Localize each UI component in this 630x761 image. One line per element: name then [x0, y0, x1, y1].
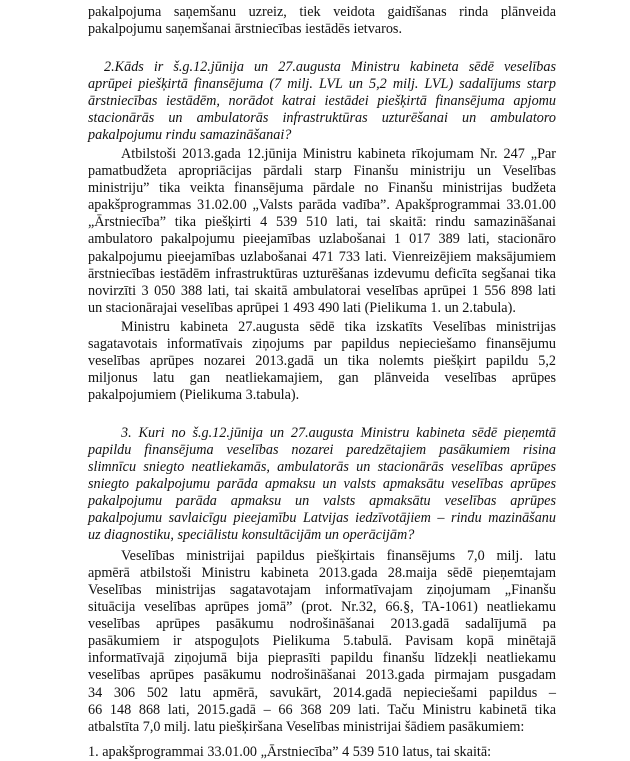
question-3-line-6: pakalpojumu savlaicīgu pieejamību Latvijas iedzīvotājiem – rindu mazināšanu — [88, 510, 556, 527]
answer-2a-line-7: pakalpojumu pieejamības uzlabošanai 471 733 lati. Vienreizējiem maksājumiem — [88, 248, 556, 265]
answer-2a-line-8: ārstniecības iestādēm infrastruktūras uzturēšanas izdevumu deficīta segšanai tika — [88, 265, 556, 282]
question-3-line-2: papildu finansējuma veselības nozarei paredzētajiem pasākumiem risina — [88, 441, 556, 458]
top-line-2: pakalpojumu saņemšanai ārstniecības iestādēs ietvaros. — [88, 21, 402, 38]
answer-3-line-1: Veselības ministrijai papildus piešķirtais finansējums 7,0 milj. latu — [121, 547, 556, 564]
answer-2a-line-5: „Ārstniecība” tika piešķirti 4 539 510 lati, tai skaitā: rindu samazināšanai — [88, 214, 556, 231]
question-3-line-7: uz diagnostiku, speciālistu konsultācijām un operācijām? — [88, 527, 415, 544]
answer-3-line-7: informatīvajā ziņojumā bija pieprasīti papildu finanšu līdzekļi neatliekamu — [88, 650, 556, 667]
answer-2b-line-1: Ministru kabineta 27.augusta sēdē tika izskatīts Veselības ministrijas — [121, 318, 556, 335]
answer-3-line-4: situācija veselības aprūpes jomā” (prot. Nr.32, 66.§, TA-1061) neatliekamu — [88, 599, 556, 616]
answer-2a-line-9: novirzīti 3 050 388 lati, tai skaitā ambulatorai veselības aprūpei 1 556 898 lati — [88, 282, 556, 299]
answer-2a-line-2: pamatbudžeta apropriācijas pārdali starp Finanšu ministriju un Veselības — [88, 163, 556, 180]
answer-3-line-8: veselības aprūpes pasākumu nodrošināšanai 2013.gada pirmajam pusgadam — [88, 667, 556, 684]
answer-2a-line-4: apakšprogrammas 31.02.00 „Valsts parāda vadība”. Apakšprogrammai 33.01.00 — [88, 197, 556, 214]
question-3-line-4: sniegto pakalpojumu parāda apmaksu un valsts apmaksātu veselības aprūpes — [88, 475, 556, 492]
answer-2a-line-3: ministriju” tika veikta finansējuma pārdale no Finanšu ministrijas budžeta — [88, 180, 556, 197]
answer-3-line-5: veselības aprūpes pasākumu nodrošināšanai 2013.gadā sadalījumā pa — [88, 616, 556, 633]
top-line-1: pakalpojuma saņemšanu uzreiz, tiek veidota gaidīšanas rinda plānveida — [88, 4, 556, 20]
question-2-line-3: ārstniecības iestādēm, norādot katrai iestādei piešķirtā finansējuma apjomu — [88, 92, 556, 109]
answer-3-line-9: 34 306 502 latu apmērā, savukārt, 2014.gadā nepieciešami papildus – — [88, 684, 556, 701]
answer-2b-line-2: sagatavotais informatīvais ziņojums par papildus nepieciešamo finansējumu — [88, 335, 556, 352]
answer-2b-line-5: pakalpojumiem (Pielikuma 3.tabula). — [88, 387, 300, 404]
answer-3-line-3: Veselības ministrijas sagatavotajam informatīvajam ziņojumam „Finanšu — [88, 581, 556, 598]
list-item-1: 1. apakšprogrammai 33.01.00 „Ārstniecība” 4 539 510 latus, tai skaitā: — [88, 744, 492, 761]
answer-2a-line-10: un stacionārajai veselības aprūpei 1 493 490 lati (Pielikuma 1. un 2.tabula). — [88, 299, 516, 316]
question-3-line-5: pakalpojumu parāda apmaksu un valsts apmaksātu veselības aprūpes — [88, 493, 556, 510]
question-3-line-3: slimnīcu sniegto neatliekamās, ambulatorās un stacionārās veselības aprūpes — [88, 458, 556, 475]
answer-3-line-2: apmērā atbilstoši Ministru kabineta 2013.gada 28.maija sēdē pieņemtajam — [88, 564, 556, 581]
question-2-line-5: pakalpojumu rindu samazināšanai? — [88, 127, 292, 144]
answer-3-line-6: pasākumiem ir atspoguļots Pielikuma 5.tabulā. Pavisam kopā minētajā — [88, 633, 556, 650]
answer-2a-line-1: Atbilstoši 2013.gada 12.jūnija Ministru kabineta rīkojumam Nr. 247 „Par — [121, 145, 556, 162]
question-2-line-1: 2.Kāds ir š.g.12.jūnija un 27.augusta Ministru kabineta sēdē veselības — [104, 58, 556, 75]
answer-2a-line-6: ambulatoro pakalpojumu pieejamības uzlabošanai 1 017 389 lati, stacionāro — [88, 231, 556, 248]
question-2-line-2: aprūpei piešķirtā finansējuma (7 milj. LVL un 5,2 milj. LVL) sadalījums starp — [88, 75, 556, 92]
question-3-line-1: 3. Kuri no š.g.12.jūnija un 27.augusta Ministru kabineta sēdē pieņemtā — [121, 424, 556, 441]
question-2-line-4: stacionārās un ambulatorās infrastruktūras uzturēšanai un ambulatoro — [88, 110, 556, 127]
answer-3-line-11: atbalstīta 7,0 milj. latu piešķiršana Veselības ministrijai šādiem pasākumiem: — [88, 718, 525, 735]
answer-3-line-10: 66 148 868 lati, 2015.gadā – 66 368 209 lati. Taču Ministru kabinetā tika — [88, 701, 556, 718]
answer-2b-line-3: veselības aprūpes nozarei 2013.gadā un tika nolemts piešķirt papildu 5,2 — [88, 352, 556, 369]
answer-2b-line-4: miljonus latu gan neatliekamajiem, gan plānveida veselības aprūpes — [88, 369, 556, 386]
